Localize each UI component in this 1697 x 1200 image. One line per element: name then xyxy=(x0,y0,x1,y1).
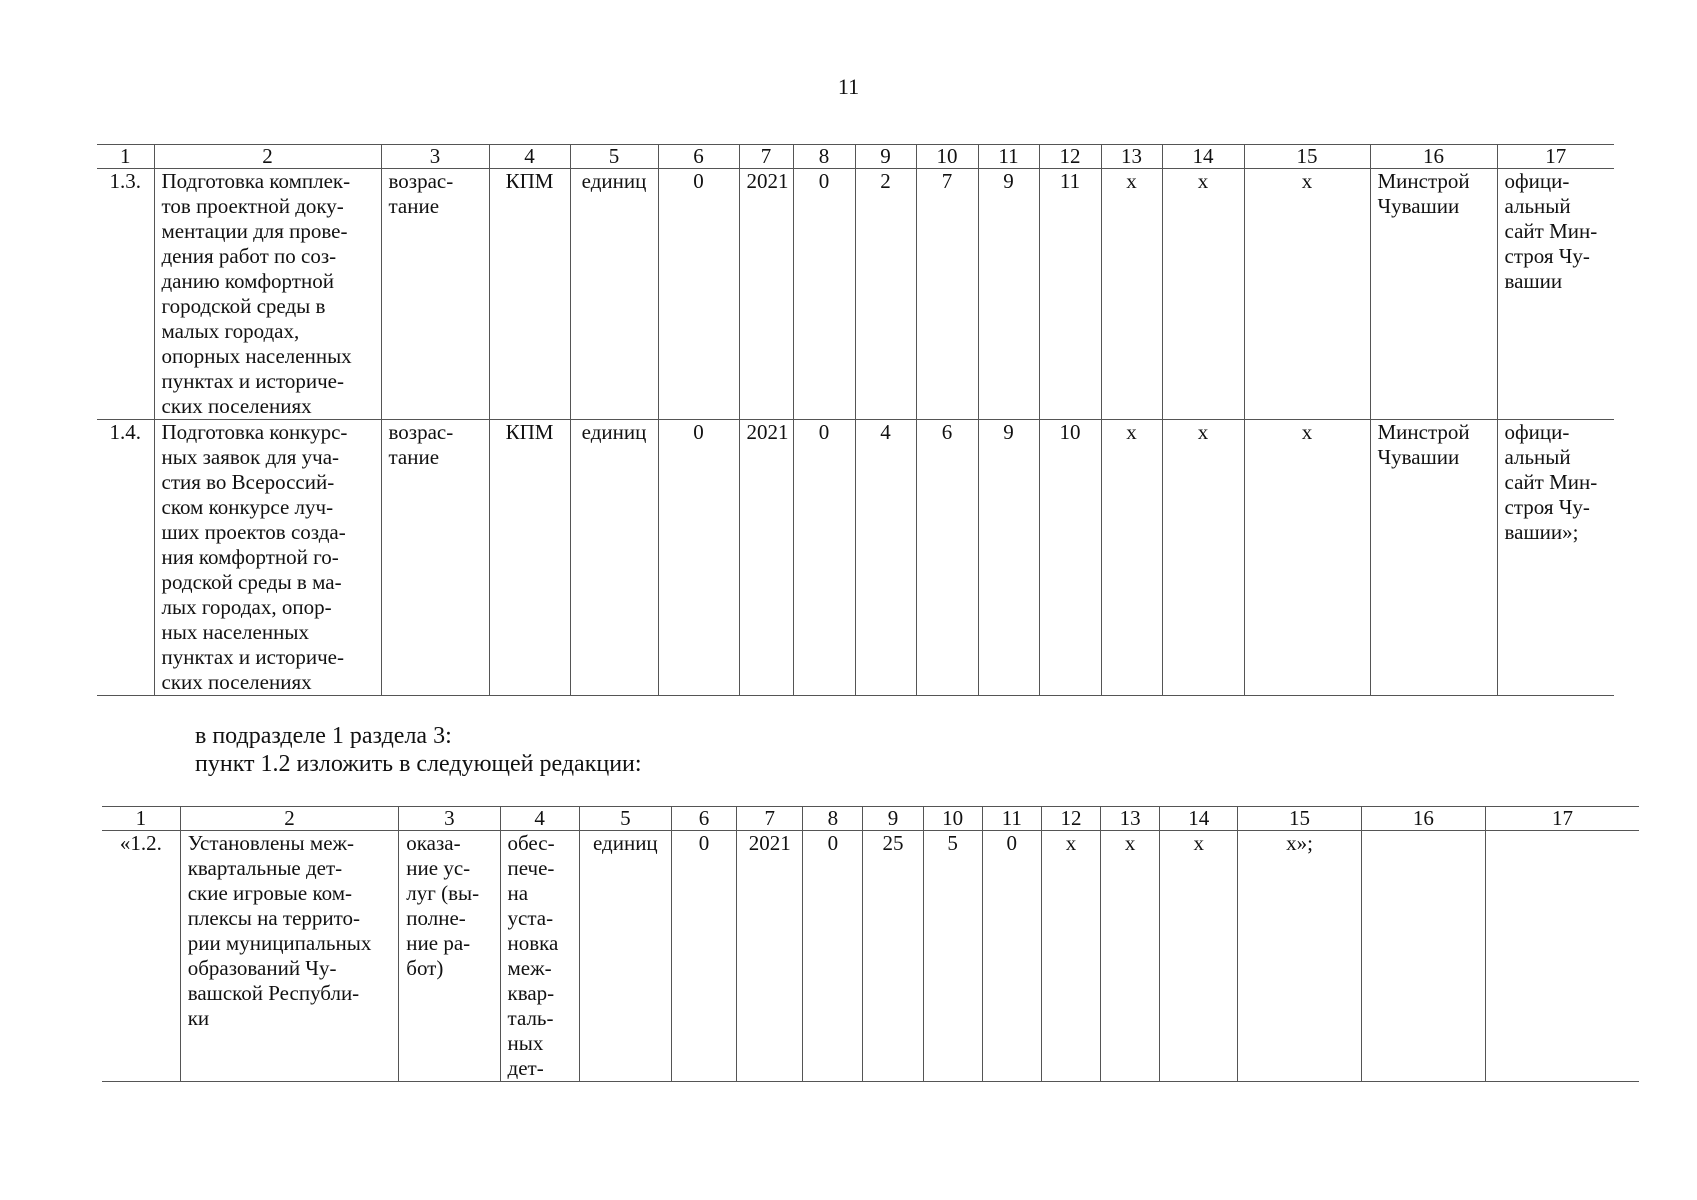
value-cell: 0 xyxy=(982,831,1041,1082)
responsible-body: Минстрой Чувашии xyxy=(1370,420,1497,696)
row-number: 1.4. xyxy=(97,420,154,696)
value-cell: х xyxy=(1244,169,1370,420)
value-cell: 2 xyxy=(855,169,916,420)
indicator-name: Установлены меж- квартальные дет- ские игровые ком- плексы на террито- рии муниципальных образований Чу- вашской Республи- ки xyxy=(180,831,399,1082)
indicator-type: возрас- тание xyxy=(381,420,489,696)
value-cell: 10 xyxy=(1039,420,1101,696)
responsible-body: Минстрой Чувашии xyxy=(1370,169,1497,420)
header-cell: 7 xyxy=(739,145,793,169)
header-cell: 13 xyxy=(1101,807,1160,831)
table-row xyxy=(97,169,1614,420)
value-cell: х xyxy=(1101,169,1162,420)
information-source xyxy=(1485,831,1639,1082)
header-cell: 15 xyxy=(1238,807,1361,831)
indicators-table-1 xyxy=(97,144,1614,696)
header-cell: 11 xyxy=(982,807,1041,831)
header-cell: 2 xyxy=(180,807,399,831)
header-cell: 17 xyxy=(1497,145,1614,169)
base-value: 0 xyxy=(658,420,739,696)
value-cell: х xyxy=(1162,420,1244,696)
value-cell: х xyxy=(1101,420,1162,696)
value-cell: 0 xyxy=(793,169,855,420)
header-cell: 14 xyxy=(1162,145,1244,169)
value-cell: х xyxy=(1160,831,1238,1082)
indicator-level: КПМ xyxy=(489,420,570,696)
indicator-level: КПМ xyxy=(489,169,570,420)
base-value: 0 xyxy=(658,169,739,420)
unit: единиц xyxy=(570,420,658,696)
indicator-type: возрас- тание xyxy=(381,169,489,420)
header-cell: 6 xyxy=(658,145,739,169)
indicator-type: оказа- ние ус- луг (вы- полне- ние ра- бот) xyxy=(399,831,500,1082)
page-number: 11 xyxy=(837,74,860,99)
header-cell: 13 xyxy=(1101,145,1162,169)
header-cell: 7 xyxy=(737,807,803,831)
value-cell: 4 xyxy=(855,420,916,696)
header-cell: 8 xyxy=(793,145,855,169)
value-cell: 9 xyxy=(978,169,1039,420)
value-cell: 7 xyxy=(916,169,978,420)
header-cell: 3 xyxy=(381,145,489,169)
header-cell: 14 xyxy=(1160,807,1238,831)
header-cell: 2 xyxy=(154,145,381,169)
header-cell: 5 xyxy=(570,145,658,169)
value-cell: х»; xyxy=(1238,831,1361,1082)
row-number: 1.3. xyxy=(97,169,154,420)
table-header-row xyxy=(102,807,1639,831)
value-cell: 9 xyxy=(978,420,1039,696)
table-header-row xyxy=(97,145,1614,169)
value-cell: х xyxy=(1244,420,1370,696)
section-instruction: в подразделе 1 раздела 3: xyxy=(195,723,452,749)
indicator-name: Подготовка комплек- тов проектной доку- ментации для прове- дения работ по соз- данию комфортной городской среды в малых городах, опорных населенных пунктах и историче- ских поселениях xyxy=(154,169,381,420)
header-cell: 9 xyxy=(855,145,916,169)
information-source: офици- альный сайт Мин- строя Чу- вашии xyxy=(1497,169,1614,420)
base-value: 0 xyxy=(671,831,736,1082)
header-cell: 15 xyxy=(1244,145,1370,169)
header-cell: 12 xyxy=(1041,807,1100,831)
unit: единиц xyxy=(579,831,671,1082)
row-number: «1.2. xyxy=(102,831,180,1082)
item-instruction: пункт 1.2 изложить в следующей редакции: xyxy=(195,751,642,777)
indicators-table-2 xyxy=(102,806,1639,1082)
base-year: 2021 xyxy=(739,420,793,696)
header-cell: 16 xyxy=(1370,145,1497,169)
header-cell: 5 xyxy=(579,807,671,831)
value-cell: 11 xyxy=(1039,169,1101,420)
indicator-name: Подготовка конкурс- ных заявок для уча- стия во Всероссий- ском конкурсе луч- ших проектов созда- ния комфортной го- родской среды в ма- лых городах, опор- ных населенных пунктах и историче- ских поселениях xyxy=(154,420,381,696)
responsible-body xyxy=(1361,831,1485,1082)
unit: единиц xyxy=(570,169,658,420)
header-cell: 3 xyxy=(399,807,500,831)
value-cell: 25 xyxy=(863,831,923,1082)
value-cell: х xyxy=(1101,831,1160,1082)
base-year: 2021 xyxy=(739,169,793,420)
header-cell: 1 xyxy=(102,807,180,831)
indicator-description: обес- пече- на уста- новка меж- квар- таль- ных дет- xyxy=(500,831,579,1082)
value-cell: х xyxy=(1041,831,1100,1082)
value-cell: 5 xyxy=(923,831,982,1082)
value-cell: 0 xyxy=(793,420,855,696)
header-cell: 1 xyxy=(97,145,154,169)
table-row xyxy=(97,420,1614,696)
header-cell: 17 xyxy=(1485,807,1639,831)
table-row xyxy=(102,831,1639,1082)
header-cell: 8 xyxy=(803,807,863,831)
header-cell: 9 xyxy=(863,807,923,831)
value-cell: 0 xyxy=(803,831,863,1082)
header-cell: 10 xyxy=(916,145,978,169)
header-cell: 11 xyxy=(978,145,1039,169)
base-year: 2021 xyxy=(737,831,803,1082)
information-source: офици- альный сайт Мин- строя Чу- вашии»; xyxy=(1497,420,1614,696)
value-cell: х xyxy=(1162,169,1244,420)
header-cell: 4 xyxy=(489,145,570,169)
header-cell: 4 xyxy=(500,807,579,831)
header-cell: 16 xyxy=(1361,807,1485,831)
value-cell: 6 xyxy=(916,420,978,696)
header-cell: 12 xyxy=(1039,145,1101,169)
header-cell: 6 xyxy=(671,807,736,831)
header-cell: 10 xyxy=(923,807,982,831)
